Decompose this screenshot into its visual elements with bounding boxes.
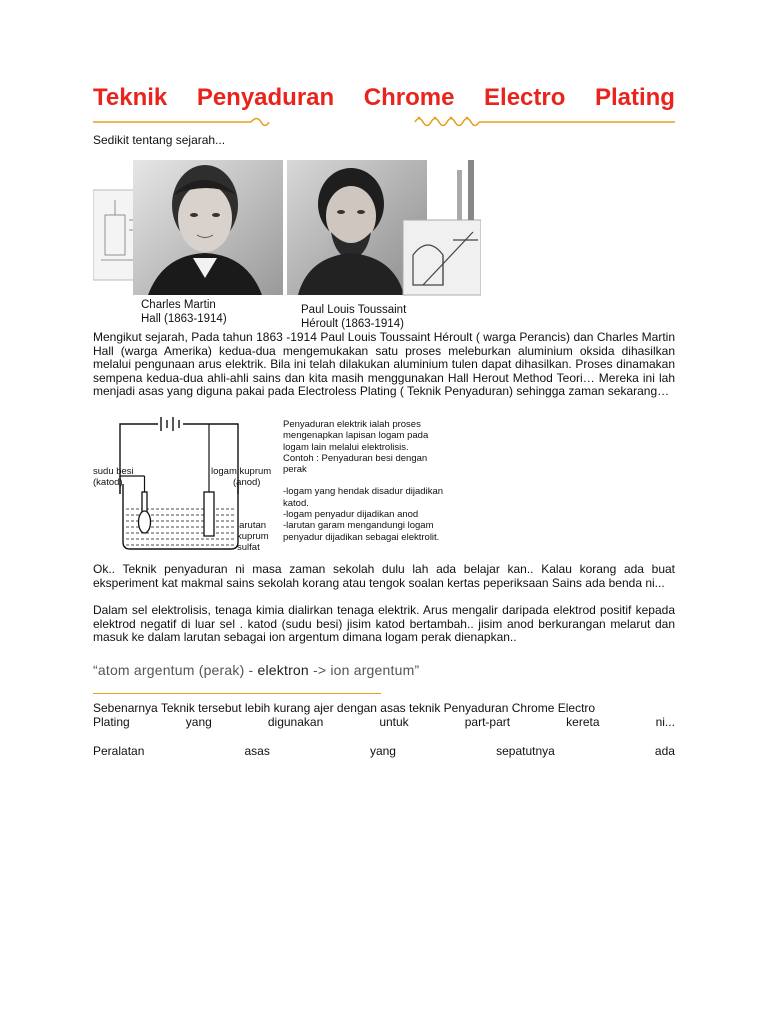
formula-line xyxy=(93,662,419,678)
word: kereta xyxy=(566,714,600,729)
ornamental-divider xyxy=(93,114,675,128)
word: yang xyxy=(369,744,396,758)
formula-underline xyxy=(93,693,381,694)
formula-part: -> ion argentum” xyxy=(308,662,420,678)
note-line: -logam yang hendak disadur dijadikan xyxy=(283,486,444,498)
note-line: Penyaduran elektrik ialah proses xyxy=(283,419,421,430)
historical-photos xyxy=(93,160,481,332)
electrolysis-diagram xyxy=(93,414,473,564)
word: asas xyxy=(244,744,270,758)
caption-heroult xyxy=(301,303,406,331)
word: ada xyxy=(654,744,675,758)
school-paragraph: Ok.. Teknik penyaduran ni masa zaman sekolah dulu lah ada belajar kan.. Kalau korang ada buat eksperiment kat makmal sains sekolah korang atau tengok soalan kertas peperiksaan Sains ada benda ni... xyxy=(93,562,675,590)
word: untuk xyxy=(379,714,409,729)
caption-line: Hall (1863-1914) xyxy=(141,313,227,325)
diagram-note xyxy=(283,419,483,543)
formula-part: elektron xyxy=(257,662,309,678)
page-title xyxy=(93,84,675,112)
formula-part: “atom argentum (perak) - xyxy=(93,662,258,678)
word: sepatutnya xyxy=(496,744,555,758)
label-copper xyxy=(211,466,271,488)
label-line: (anod) xyxy=(233,477,261,488)
text-line xyxy=(93,716,675,730)
title-word: Penyaduran xyxy=(196,84,335,111)
chrome-paragraph xyxy=(93,702,675,729)
word: Peralatan xyxy=(93,744,145,758)
label-spoon xyxy=(93,466,134,488)
label-line: larutan xyxy=(237,520,267,531)
label-line: (katod) xyxy=(93,477,123,488)
caption-hall xyxy=(141,298,227,326)
label-line: logam kuprum xyxy=(211,466,272,477)
note-line: logam lain melalui elektrolisis. xyxy=(283,441,409,453)
label-line: kuprum xyxy=(237,531,269,542)
intro-text: Sedikit tentang sejarah... xyxy=(93,133,226,147)
word: ni... xyxy=(655,714,675,729)
word: yang xyxy=(185,714,212,729)
label-line: sulfat xyxy=(237,542,260,553)
note-line: mengenapkan lapisan logam pada xyxy=(283,430,429,442)
caption-line: Paul Louis Toussaint xyxy=(301,304,407,316)
note-line: -logam penyadur dijadikan anod xyxy=(283,509,419,521)
note-line: perak xyxy=(283,464,307,476)
caption-line: Charles Martin xyxy=(141,299,216,311)
note-line: Contoh : Penyaduran besi dengan xyxy=(283,452,428,464)
label-line: sudu besi xyxy=(93,466,134,477)
text-line xyxy=(93,702,675,716)
history-paragraph: Mengikut sejarah, Pada tahun 1863 -1914 Paul Louis Toussaint Héroult ( warga Perancis) dan Charles Martin Hall (warga Amerika) kedua-dua mengemukakan satu proses meleburkan aluminium oksida dihasilkan melalui pengunaan arus elektrik. Bila ini telah dilakukan aluminium tulen dapat dihasilkan. Proses dinamakan sempena kedua-dua ahli-ahli sains dan kita masih menggunakan Hall Herout Method Teori… Mereka ini lah menjadi asas yang diguna pakai pada Electroless Plating ( Teknik Penyaduran) sehingga zaman sekarang… xyxy=(93,330,675,399)
word: part-part xyxy=(464,714,511,729)
text-span: Sebenarnya Teknik tersebut lebih kurang ajer dengan asas teknik Penyaduran Chrome Electro xyxy=(93,701,596,715)
equipment-line xyxy=(93,745,675,759)
note-line: katod. xyxy=(283,497,309,509)
electrolysis-paragraph: Dalam sel elektrolisis, tenaga kimia dialirkan tenaga elektrik. Arus mengalir daripada elektrod positif kepada elektrod negatif di luar sel . katod (sudu besi) jisim katod bertambah.. jisim anod berkurangan melarut dan masuk ke dalam larutan sebagai ion argentum dimana logam perak dienapkan.. xyxy=(93,603,675,645)
note-spacer xyxy=(283,475,483,486)
caption-line: Héroult (1863-1914) xyxy=(301,318,404,330)
word: digunakan xyxy=(267,714,324,729)
note-line: penyadur dijadikan sebagai elektrolit. xyxy=(283,531,440,543)
title-word: Plating xyxy=(594,84,675,111)
title-word: Electro xyxy=(484,84,566,111)
title-word: Teknik xyxy=(93,84,168,111)
word: Plating xyxy=(93,714,130,729)
note-line: -larutan garam mengandungi logam xyxy=(283,520,434,532)
label-solution xyxy=(237,520,269,553)
title-word: Chrome xyxy=(363,84,455,111)
